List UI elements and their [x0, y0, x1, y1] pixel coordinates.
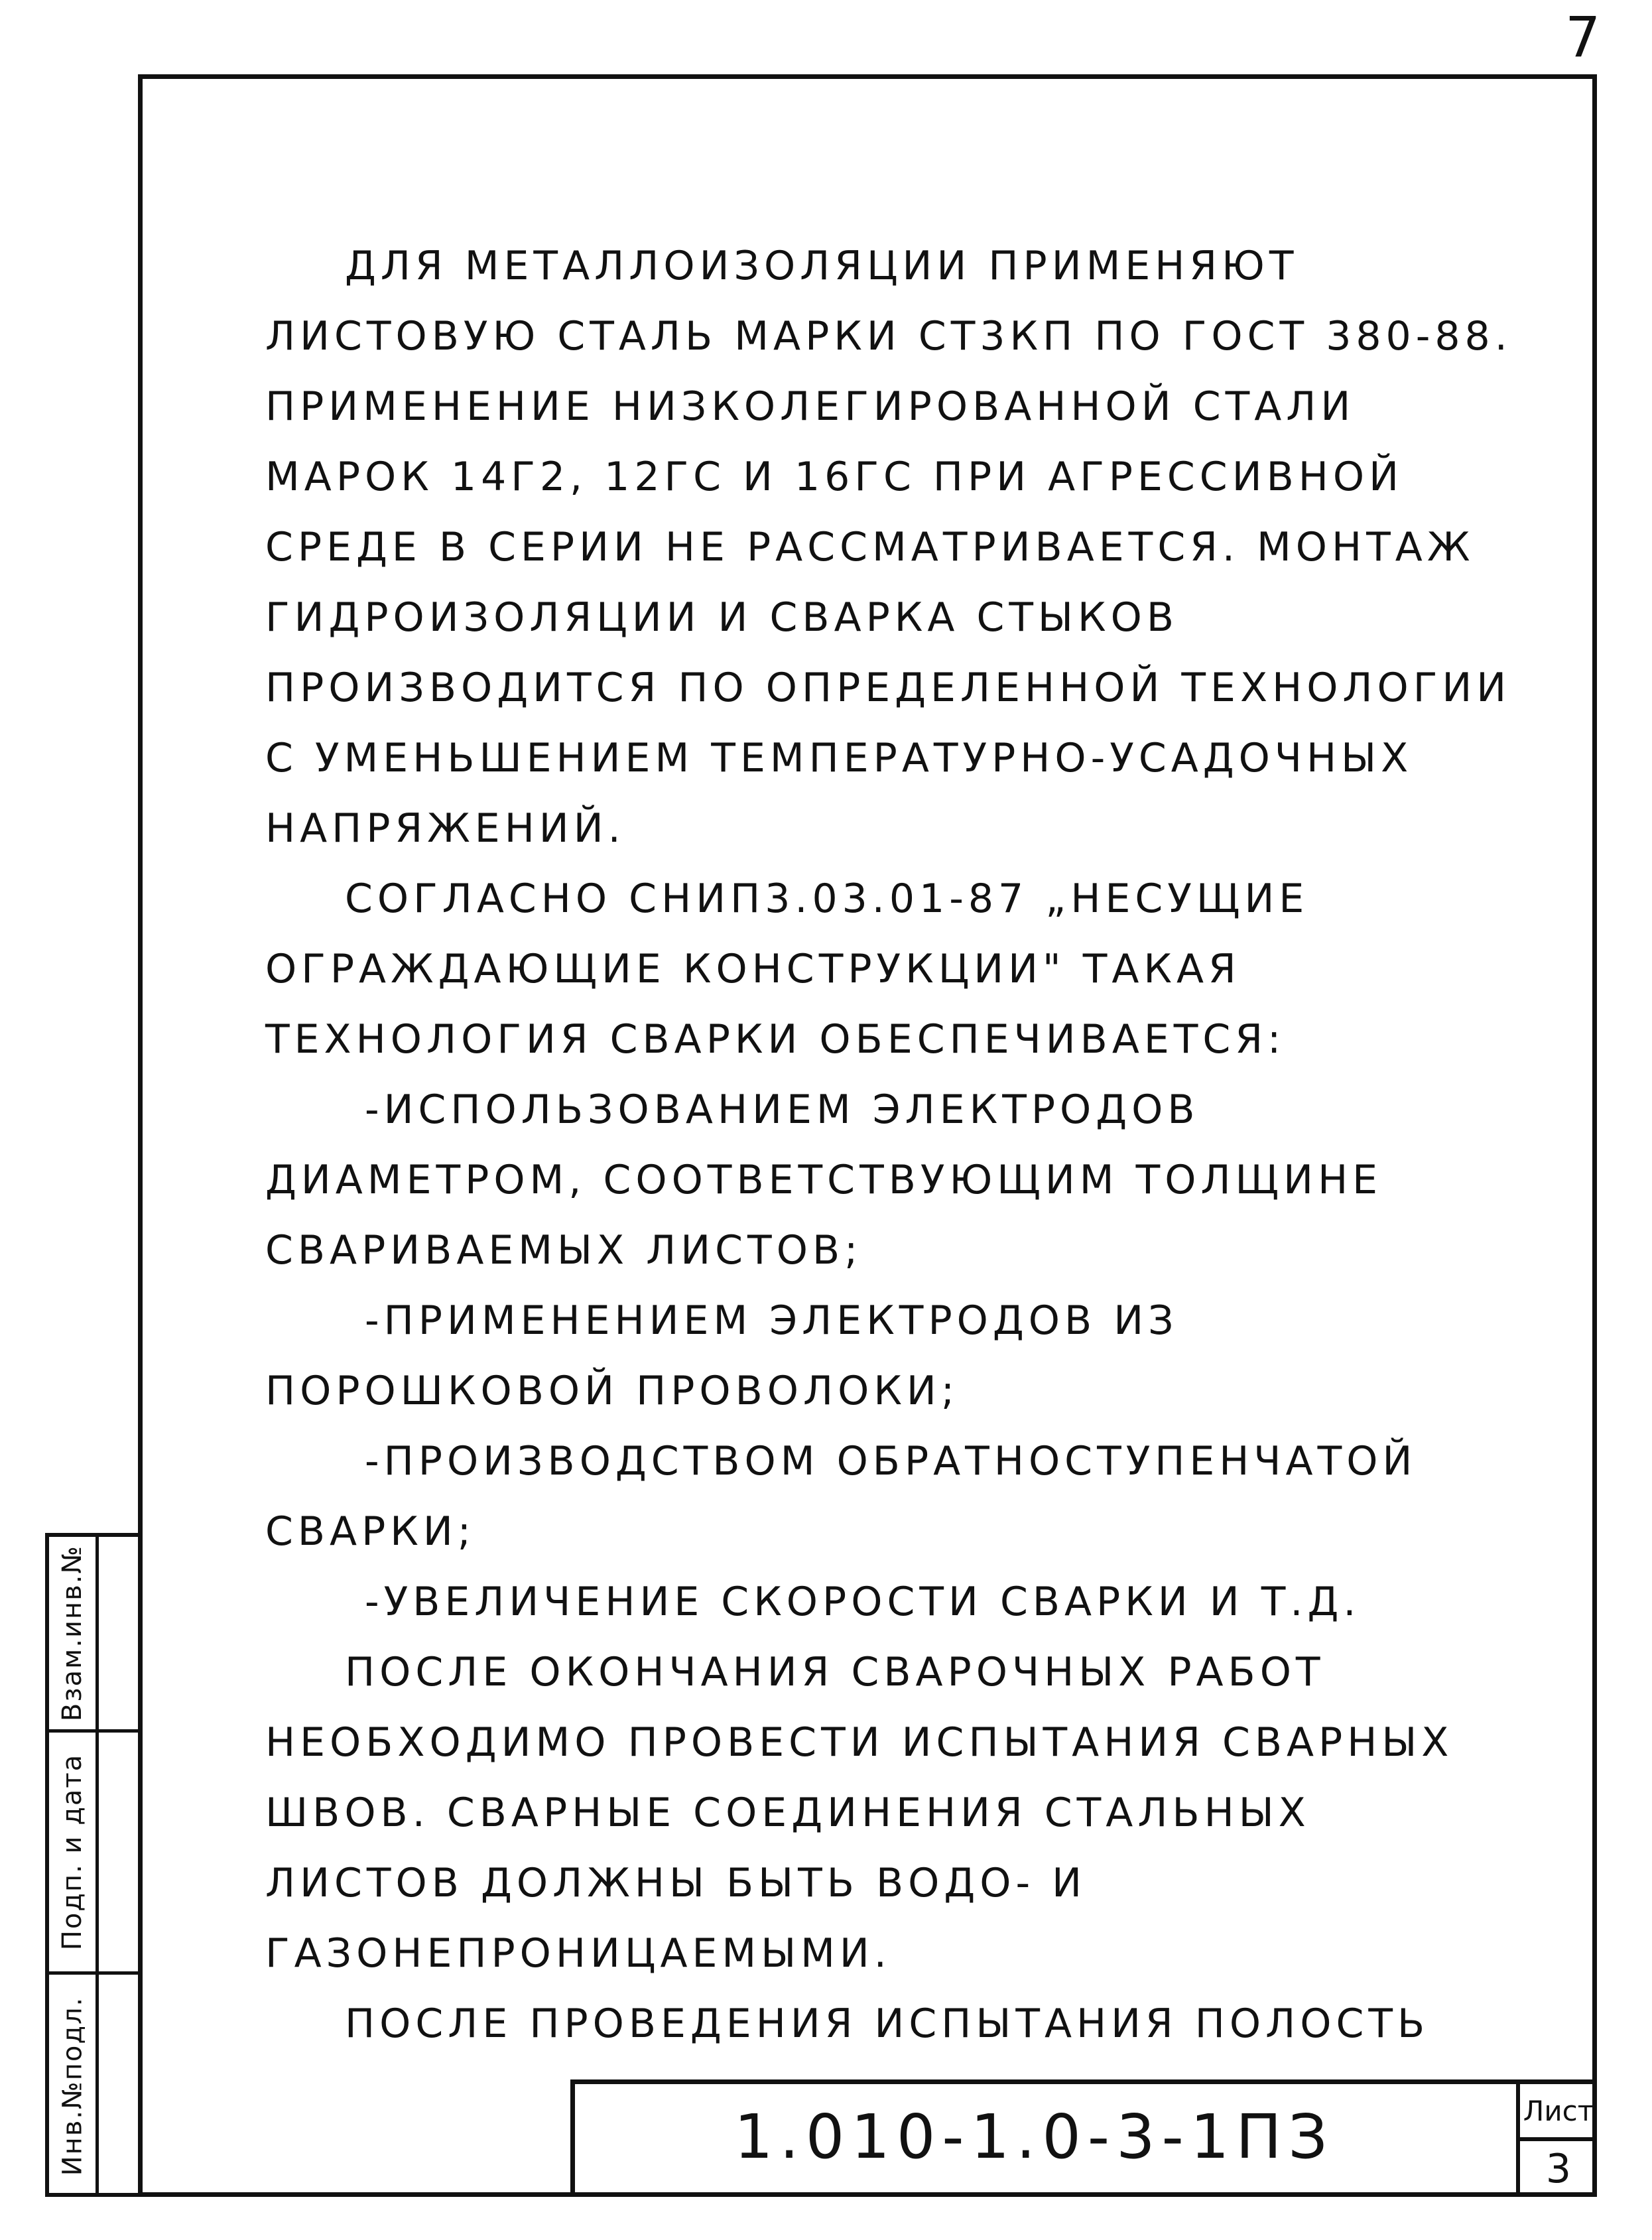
paragraph-3: ПОСЛЕ ОКОНЧАНИЯ СВАРОЧНЫХ РАБОТ НЕОБХОДИМО ПРОВЕСТИ ИСПЫТАНИЯ СВАРНЫХ ШВОВ. СВАРНЫЕ СОЕДИНЕНИЯ СТАЛЬНЫХ ЛИСТОВ ДОЛЖНЫ БЫТЬ ВОДО- И ГАЗОНЕПРОНИЦАЕМЫМИ.: [265, 1649, 1454, 1977]
list-item-3: -ПРОИЗВОДСТВОМ ОБРАТНОСТУПЕНЧАТОЙ СВАРКИ;: [265, 1438, 1417, 1555]
list-item-2: -ПРИМЕНЕНИЕМ ЭЛЕКТРОДОВ ИЗ ПОРОШКОВОЙ ПРОВОЛОКИ;: [265, 1297, 1178, 1414]
side-stamp-cell-replacement: [49, 1537, 95, 1729]
body-text: [265, 231, 1525, 2059]
side-stamp-cell-signature: [49, 1733, 95, 1971]
sheet-number: 3: [1545, 2146, 1572, 2192]
side-stamp-label: Подп. и дата: [57, 1753, 88, 1951]
sheet-box: [1516, 2084, 1597, 2197]
paragraph-2: СОГЛАСНО СНИП3.03.01-87 „НЕСУЩИЕ ОГРАЖДАЮЩИЕ КОНСТРУКЦИИ" ТАКАЯ ТЕХНОЛОГИЯ СВАРКИ ОБЕСПЕЧИВАЕТСЯ:: [265, 876, 1309, 1063]
list-item-1: -ИСПОЛЬЗОВАНИЕМ ЭЛЕКТРОДОВ ДИАМЕТРОМ, СООТВЕТСТВУЮЩИМ ТОЛЩИНЕ СВАРИВАЕМЫХ ЛИСТОВ;: [265, 1087, 1383, 1274]
side-stamp-inner-column: [95, 1537, 138, 2193]
sheet-label: Лист: [1520, 2084, 1597, 2141]
side-stamp-label: Взам.инв.№: [57, 1544, 88, 1722]
page-number: 7: [1565, 5, 1601, 70]
side-stamp-cell-inventory: [49, 1975, 95, 2197]
side-stamp-label: Инв.№подл.: [57, 1996, 88, 2176]
side-stamp: [45, 1533, 138, 2197]
paragraph-4: ПОСЛЕ ПРОВЕДЕНИЯ ИСПЫТАНИЯ ПОЛОСТЬ: [345, 2001, 1430, 2047]
title-block: [570, 2079, 1597, 2197]
list-item-4: -УВЕЛИЧЕНИЕ СКОРОСТИ СВАРКИ И Т.Д.: [365, 1579, 1361, 1625]
paragraph-1: ДЛЯ МЕТАЛЛОИЗОЛЯЦИИ ПРИМЕНЯЮТ ЛИСТОВУЮ СТАЛЬ МАРКИ СТ3КП ПО ГОСТ 380-88. ПРИМЕНЕНИЕ НИЗКОЛЕГИРОВАННОЙ СТАЛИ МАРОК 14Г2, 12ГС И 16ГС ПРИ АГРЕССИВНОЙ СРЕДЕ В СЕРИИ НЕ РАССМАТРИВАЕТСЯ. МОНТАЖ ГИДРОИЗОЛЯЦИИ И СВАРКА СТЫКОВ ПРОИЗВОДИТСЯ ПО ОПРЕДЕЛЕННОЙ ТЕХНОЛОГИИ С УМЕНЬШЕНИЕМ ТЕМПЕРАТУРНО-УСАДОЧНЫХ НАПРЯЖЕНИЙ.: [265, 243, 1512, 852]
document-code: 1.010-1.0-3-1ПЗ: [734, 2101, 1334, 2172]
